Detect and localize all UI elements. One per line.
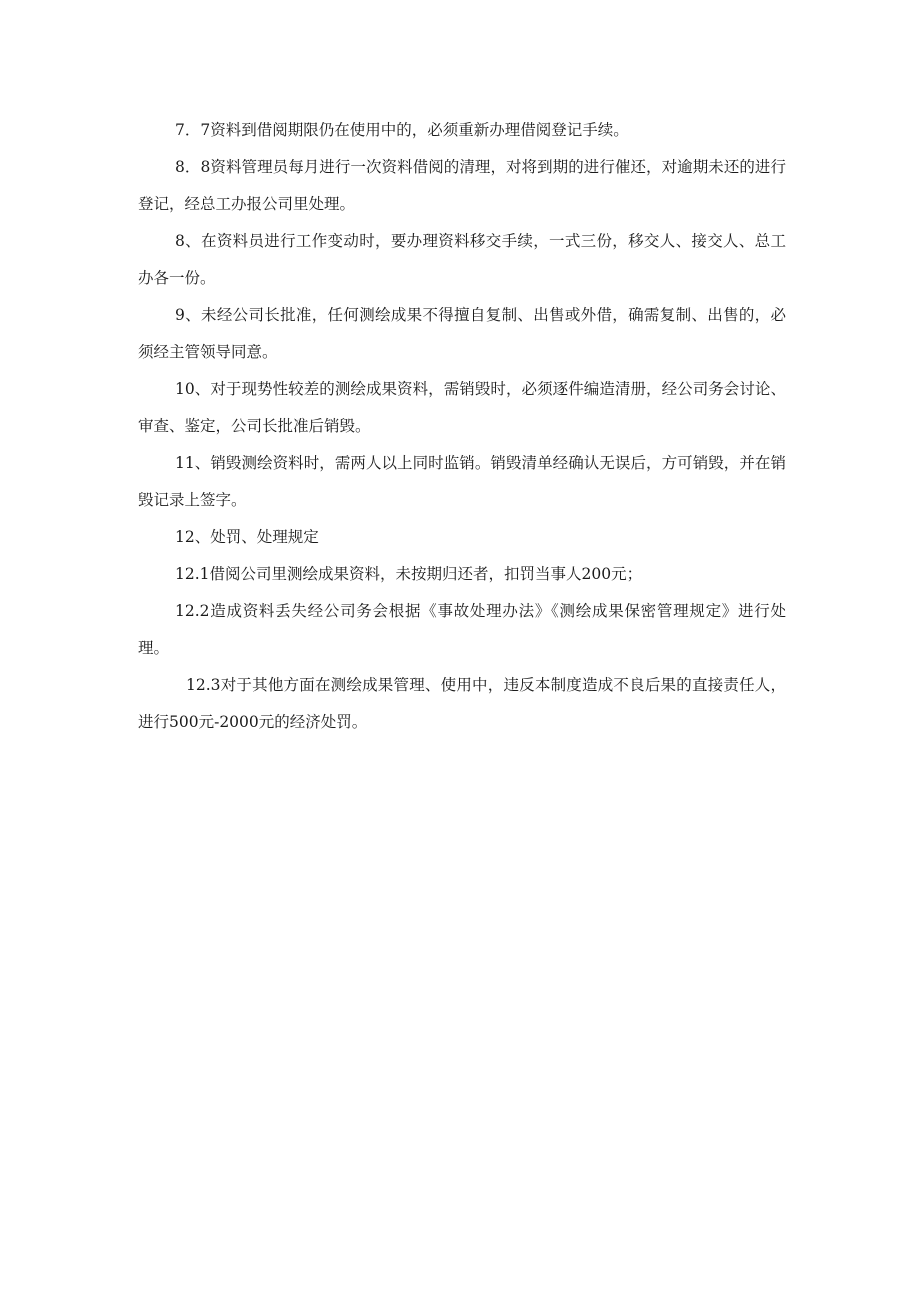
paragraph-12-heading: 12、处罚、处理规定 (175, 528, 319, 546)
paragraph-11: 11、销毁测绘资料时，需两人以上同时监销。销毁清单经确认无误后，方可销毁，并在销毁记录上签字。 (138, 454, 786, 509)
paragraph-7-7: 7．7资料到借阅期限仍在使用中的，必须重新办理借阅登记手续。 (175, 121, 629, 139)
paragraph-10: 10、对于现势性较差的测绘成果资料，需销毁时，必须逐件编造清册，经公司务会讨论、审查、鉴定，公司长批准后销毁。 (138, 380, 786, 435)
paragraph-8: 8、在资料员进行工作变动时，要办理资料移交手续，一式三份，移交人、接交人、总工办各一份。 (138, 232, 786, 287)
paragraph-9: 9、未经公司长批准，任何测绘成果不得擅自复制、出售或外借，确需复制、出售的，必须经主管领导同意。 (138, 306, 786, 361)
paragraph-12-1: 12.1借阅公司里测绘成果资料，未按期归还者，扣罚当事人200元； (175, 565, 643, 583)
paragraph-12-3: 12.3对于其他方面在测绘成果管理、使用中，违反本制度造成不良后果的直接责任人，进行500元-2000元的经济处罚。 (138, 676, 786, 731)
document-body (138, 112, 786, 741)
paragraph-12-2: 12.2造成资料丢失经公司务会根据《事故处理办法》《测绘成果保密管理规定》进行处理。 (138, 602, 786, 657)
paragraph-8-8: 8．8资料管理员每月进行一次资料借阅的清理，对将到期的进行催还，对逾期未还的进行登记，经总工办报公司里处理。 (138, 158, 786, 213)
